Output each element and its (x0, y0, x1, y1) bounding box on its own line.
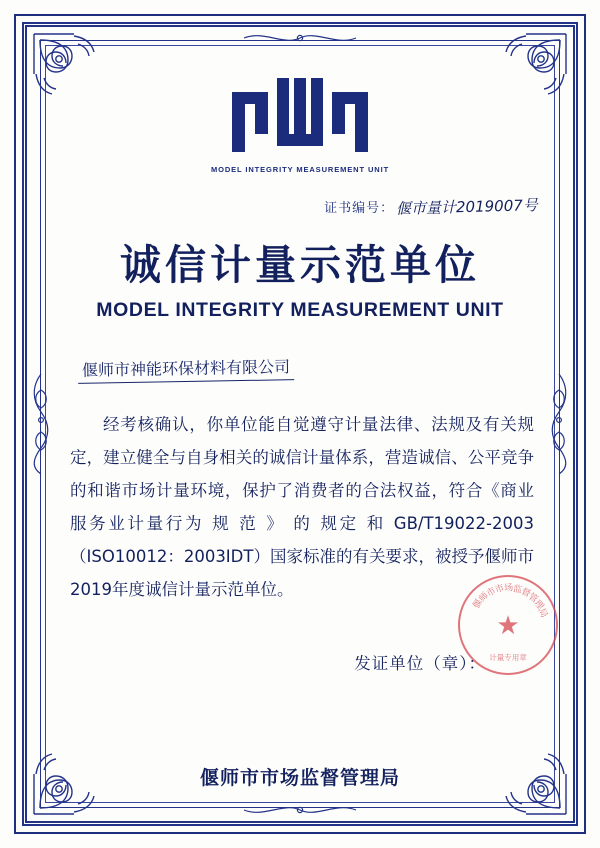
bottom-center-ornament (240, 800, 360, 820)
title-english: MODEL INTEGRITY MEASUREMENT UNIT (96, 299, 504, 321)
seal-bottom-text: 计量专用章 (489, 653, 527, 662)
side-ornament-right (548, 370, 570, 478)
seal-star-icon: ★ (496, 610, 520, 640)
recipient-name: 偃师市神能环保材料有限公司 (78, 354, 294, 384)
seal-arc-char: 场 (503, 583, 514, 595)
logo-caption: MODEL INTEGRITY MEASUREMENT UNIT (210, 165, 390, 174)
seal-arc-char: 督 (519, 586, 532, 600)
issuing-authority: 偃师市市场监督管理局 (199, 767, 400, 789)
seal-arc-char: 理 (531, 598, 546, 612)
serial-row (56, 196, 544, 218)
seal-arc-char: 管 (526, 591, 540, 606)
seal-arc-char: 监 (512, 584, 523, 596)
seal-arc-char: 市 (485, 585, 499, 600)
seal-arc-char: 局 (535, 607, 549, 620)
side-ornament-left (30, 370, 52, 478)
top-center-ornament (240, 28, 360, 48)
body-paragraph: 经考核确认，你单位能自觉遵守计量法律、法规及有关规定，建立健全与自身相关的诚信计量体系，营造诚信、公平竞争的和谐市场计量环境，保护了消费者的合法权益，符合《商业 服务业计量行为 规 范 》 的 规定 和 GB/T19022-2003（ISO10012：2003IDT）国家标准的有关要求，被授予偃师市2019年度诚信计量示范单位。 (70, 415, 534, 599)
seal-arc-char: 师 (477, 590, 491, 605)
official-seal (458, 575, 558, 675)
logo-block (56, 56, 544, 174)
issuer-label: 发证单位（章）： (354, 654, 486, 673)
certificate-content (56, 56, 544, 792)
seal-arc-char: 市 (493, 583, 506, 596)
serial-label: 证书编号： (324, 200, 395, 215)
mium-monogram-icon (232, 78, 368, 157)
serial-value: 偃市量计2019007号 (395, 196, 539, 218)
title-chinese: 诚信计量示范单位 (120, 241, 480, 289)
recipient-row (56, 356, 544, 382)
seal-arc-char: 偃 (471, 597, 485, 611)
